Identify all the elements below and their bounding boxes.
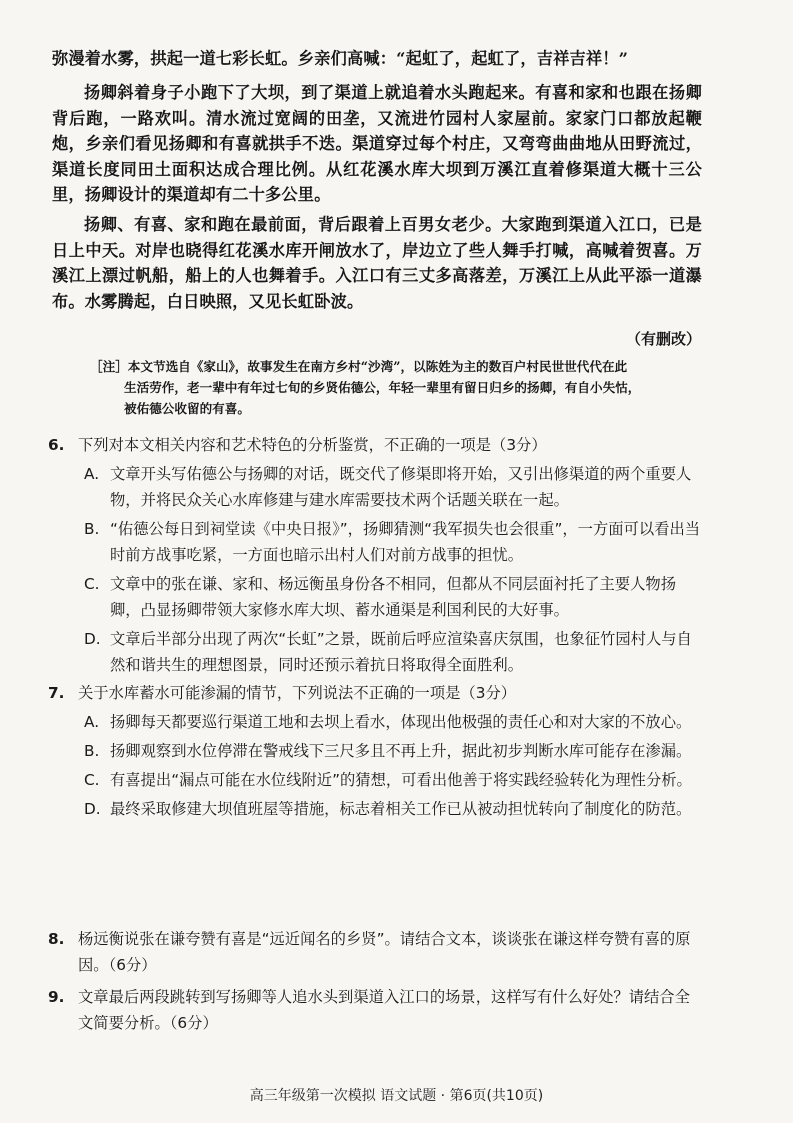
option-letter: C. [84, 575, 100, 593]
question-9 [48, 984, 703, 1036]
page-footer: 高三年级第一次模拟 语文试题 · 第6页(共10页) [249, 1088, 544, 1104]
question-7 [48, 680, 703, 822]
passage-paragraph-3: 扬卿、有喜、家和跑在最前面，背后跟着上百男女老少。大家跑到渠道入江口，已是日上中天。对岸也晓得红花溪水库开闸放水了，岸边立了些人舞手打喊，高喊着贺喜。万溪江上漂过帆船，船上的人也舞着手。入江口有三丈多高落差，万溪江上从此平添一道瀑布。水雾腾起，白日映照，又见长虹卧波。 [52, 215, 702, 311]
question-stem: 关于水库蓄水可能渗漏的情节，下列说法不正确的一项是（3分） [78, 684, 517, 702]
option-a [48, 461, 703, 513]
option-d [48, 626, 703, 678]
source-note: （有删改） [625, 330, 701, 348]
option-c [48, 767, 703, 793]
option-letter: D. [84, 630, 101, 648]
option-text: 文章开头写佑德公与扬卿的对话，既交代了修渠即将开始，又引出修渠道的两个重要人物，并将民众关心水库修建与建水库需要技术两个话题关联在一起。 [110, 465, 692, 509]
passage-paragraph-1: 弥漫着水雾，拱起一道七彩长虹。乡亲们高喊：“起虹了，起虹了，吉祥吉祥！” [52, 49, 629, 68]
option-letter: B. [84, 520, 100, 538]
footnote [90, 356, 702, 419]
option-text: 有喜提出“漏点可能在水位线附近”的猜想，可看出他善于将实践经验转化为理性分析。 [110, 771, 692, 789]
question-number: 8. [48, 930, 65, 948]
option-text: 文章后半部分出现了两次“长虹”之景，既前后呼应渲染喜庆氛围，也象征竹园村人与自然和谐共生的理想图景，同时还预示着抗日将取得全面胜利。 [110, 630, 692, 674]
option-letter: B. [84, 742, 100, 760]
option-text: 扬卿每天都要巡行渠道工地和去坝上看水，体现出他极强的责任心和对大家的不放心。 [110, 713, 692, 731]
question-6 [48, 432, 703, 678]
option-text: “佑德公每日到祠堂读《中央日报》”，扬卿猜测“我军损失也会很重”，一方面可以看出当时前方战事吃紧，一方面也暗示出村人们对前方战事的担忧。 [110, 520, 701, 564]
question-number: 6. [48, 436, 65, 454]
option-text: 文章中的张在谦、家和、杨远衡虽身份各不相同，但都从不同层面衬托了主要人物扬卿，凸显扬卿带领大家修水库大坝、蓄水通渠是利国利民的大好事。 [110, 575, 676, 619]
option-b [48, 516, 703, 568]
option-letter: A. [84, 465, 100, 483]
question-stem: 杨远衡说张在谦夸赞有喜是“远近闻名的乡贤”。请结合文本，谈谈张在谦这样夸赞有喜的原因。（6分） [78, 930, 691, 974]
footnote-line-3: 被佑德公收留的有喜。 [124, 401, 250, 416]
passage-paragraph-2: 扬卿斜着身子小跑下了大坝，到了渠道上就追着水头跑起来。有喜和家和也跟在扬卿背后跑，一路欢叫。清水流过宽阔的田垄，又流进竹园村人家屋前。家家门口都放起鞭炮，乡亲们看见扬卿和有喜就拱手不迭。渠道穿过每个村庄，又弯弯曲曲地从田野流过，渠道长度同田土面积达成合理比例。从红花溪水库大坝到万溪江直着修渠道大概十三公里，扬卿设计的渠道却有二十多公里。 [52, 83, 702, 205]
footnote-line-2: 生活劳作，老一辈中有年过七旬的乡贤佑德公，年轻一辈里有留日归乡的扬卿，有自小失怙， [124, 380, 641, 395]
option-letter: A. [84, 713, 100, 731]
option-letter: C. [84, 771, 100, 789]
question-stem: 文章最后两段跳转到写扬卿等人追水头到渠道入江口的场景，这样写有什么好处？请结合全文简要分析。（6分） [78, 988, 690, 1032]
footnote-line-1: ［注］本文节选自《家山》，故事发生在南方乡村“沙湾”，以陈姓为主的数百户村民世世代代在此 [90, 359, 628, 374]
question-stem: 下列对本文相关内容和艺术特色的分析鉴赏，不正确的一项是（3分） [78, 436, 547, 454]
option-text: 最终采取修建大坝值班屋等措施，标志着相关工作已从被动担忧转向了制度化的防范。 [110, 800, 692, 818]
option-a [48, 709, 703, 735]
option-b [48, 738, 703, 764]
option-text: 扬卿观察到水位停滞在警戒线下三尺多且不再上升，据此初步判断水库可能存在渗漏。 [110, 742, 692, 760]
option-d [48, 796, 703, 822]
question-8 [48, 926, 703, 978]
option-c [48, 571, 703, 623]
option-letter: D. [84, 800, 101, 818]
question-number: 7. [48, 684, 65, 702]
question-number: 9. [48, 988, 65, 1006]
